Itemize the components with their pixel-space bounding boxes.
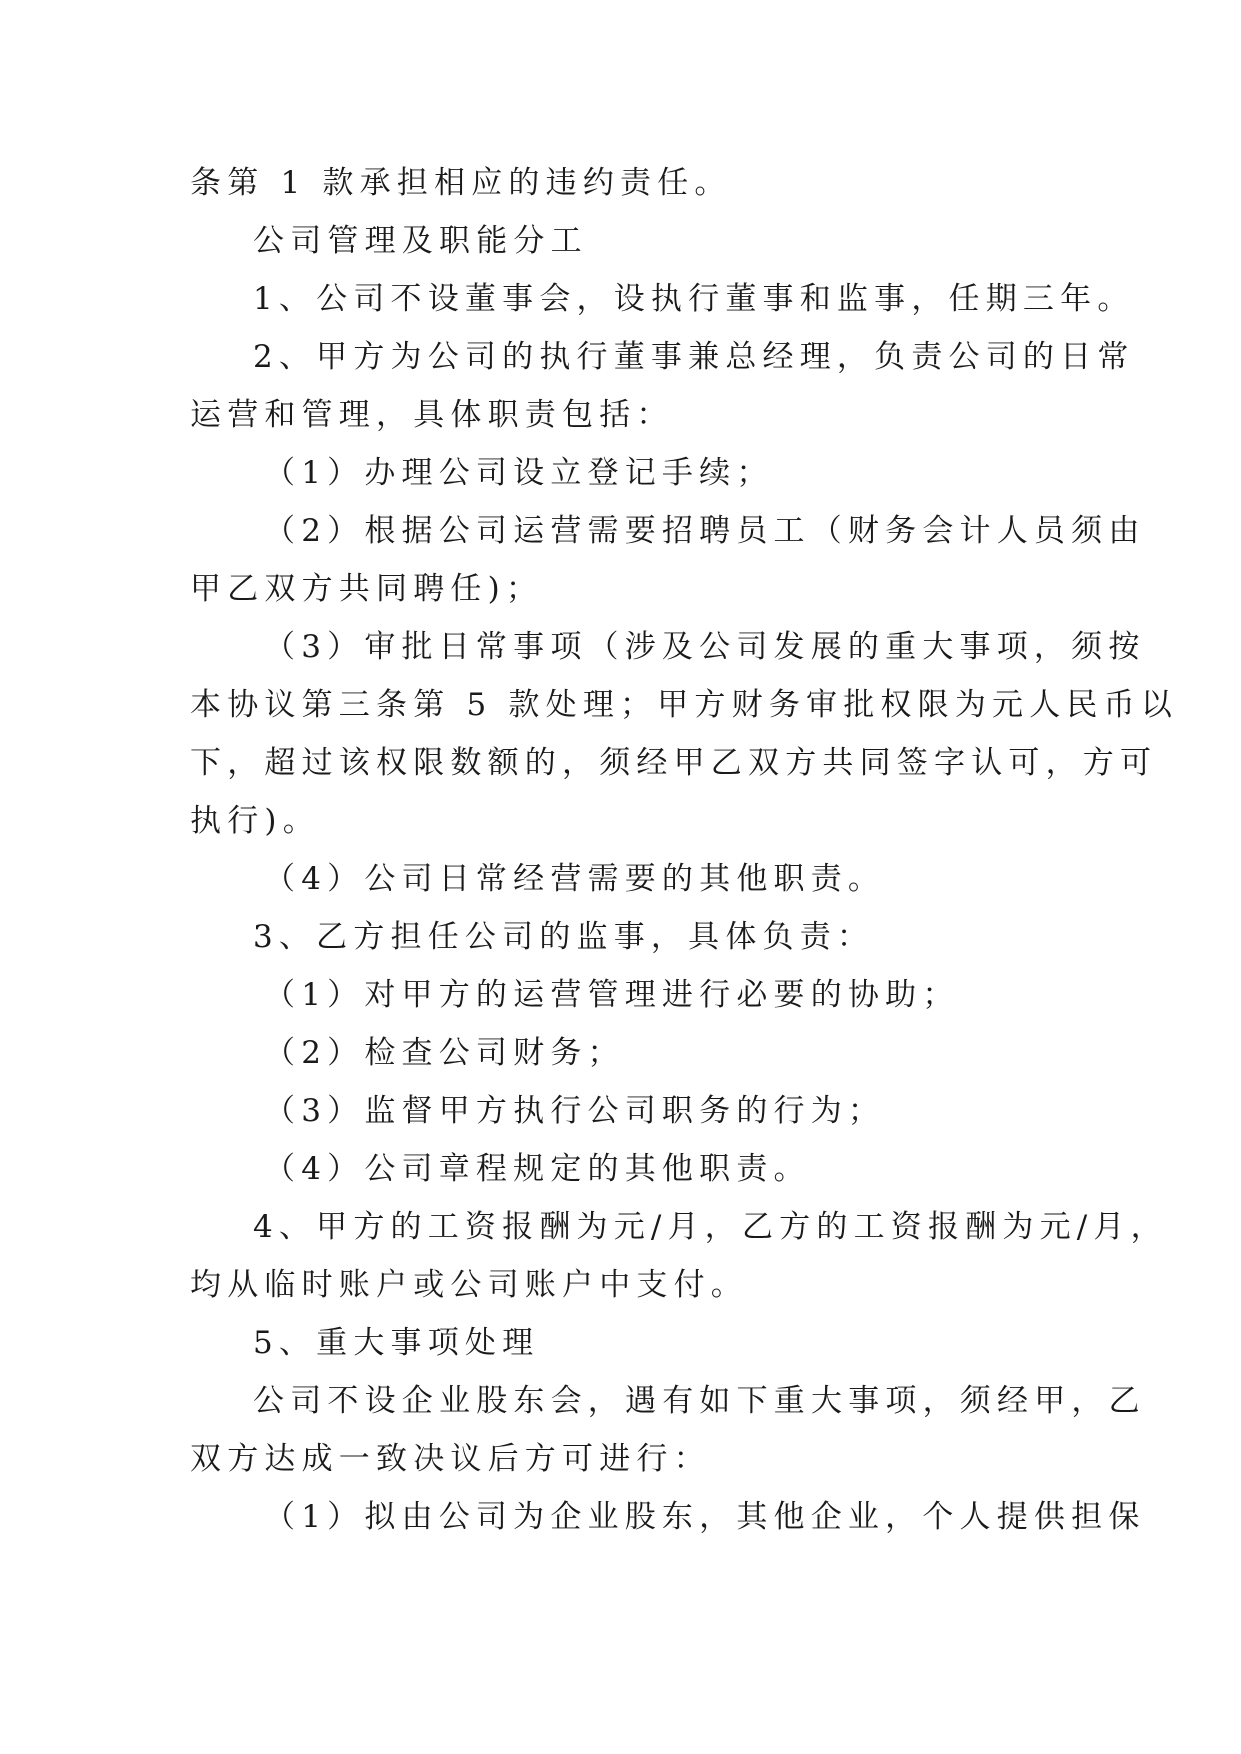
- text-line: 执行)。: [190, 803, 320, 839]
- text-line: 1、公司不设董事会，设执行董事和监事，任期三年。: [253, 281, 1135, 317]
- text-line: （1）办理公司设立登记手续；: [264, 455, 774, 491]
- text-line: 均从临时账户或公司账户中支付。: [190, 1267, 748, 1303]
- text-line: 3、乙方担任公司的监事，具体负责：: [253, 919, 875, 955]
- text-line: 双方达成一致决议后方可进行：: [190, 1441, 711, 1477]
- text-line: （1）对甲方的运营管理进行必要的协助；: [264, 977, 960, 1013]
- text-line: （3）监督甲方执行公司职务的行为；: [264, 1093, 886, 1129]
- text-line: 运营和管理，具体职责包括：: [190, 397, 674, 433]
- text-line: （2）检查公司财务；: [264, 1035, 625, 1071]
- text-line: 2、甲方为公司的执行董事兼总经理，负责公司的日常: [253, 339, 1135, 375]
- text-line: 4、甲方的工资报酬为元/月，乙方的工资报酬为元/月，: [253, 1209, 1168, 1245]
- text-line: 本协议第三条第 5 款处理；甲方财务审批权限为元人民币以: [190, 687, 1179, 723]
- section-heading: 公司管理及职能分工: [253, 223, 588, 259]
- text-line: 公司不设企业股东会，遇有如下重大事项，须经甲，乙: [253, 1383, 1146, 1419]
- text-line: （4）公司日常经营需要的其他职责。: [264, 861, 886, 897]
- text-line: 甲乙双方共同聘任)；: [190, 571, 544, 607]
- text-line: （4）公司章程规定的其他职责。: [264, 1151, 811, 1187]
- text-line: （2）根据公司运营需要招聘员工（财务会计人员须由: [264, 513, 1146, 549]
- text-line: 条第 1 款承担相应的违约责任。: [190, 165, 732, 201]
- text-line: 5、重大事项处理: [253, 1325, 540, 1361]
- text-line: 下，超过该权限数额的，须经甲乙双方共同签字认可，方可: [190, 745, 1158, 781]
- text-line: （3）审批日常事项（涉及公司发展的重大事项，须按: [264, 629, 1146, 665]
- text-line: （1）拟由公司为企业股东，其他企业，个人提供担保: [264, 1499, 1146, 1535]
